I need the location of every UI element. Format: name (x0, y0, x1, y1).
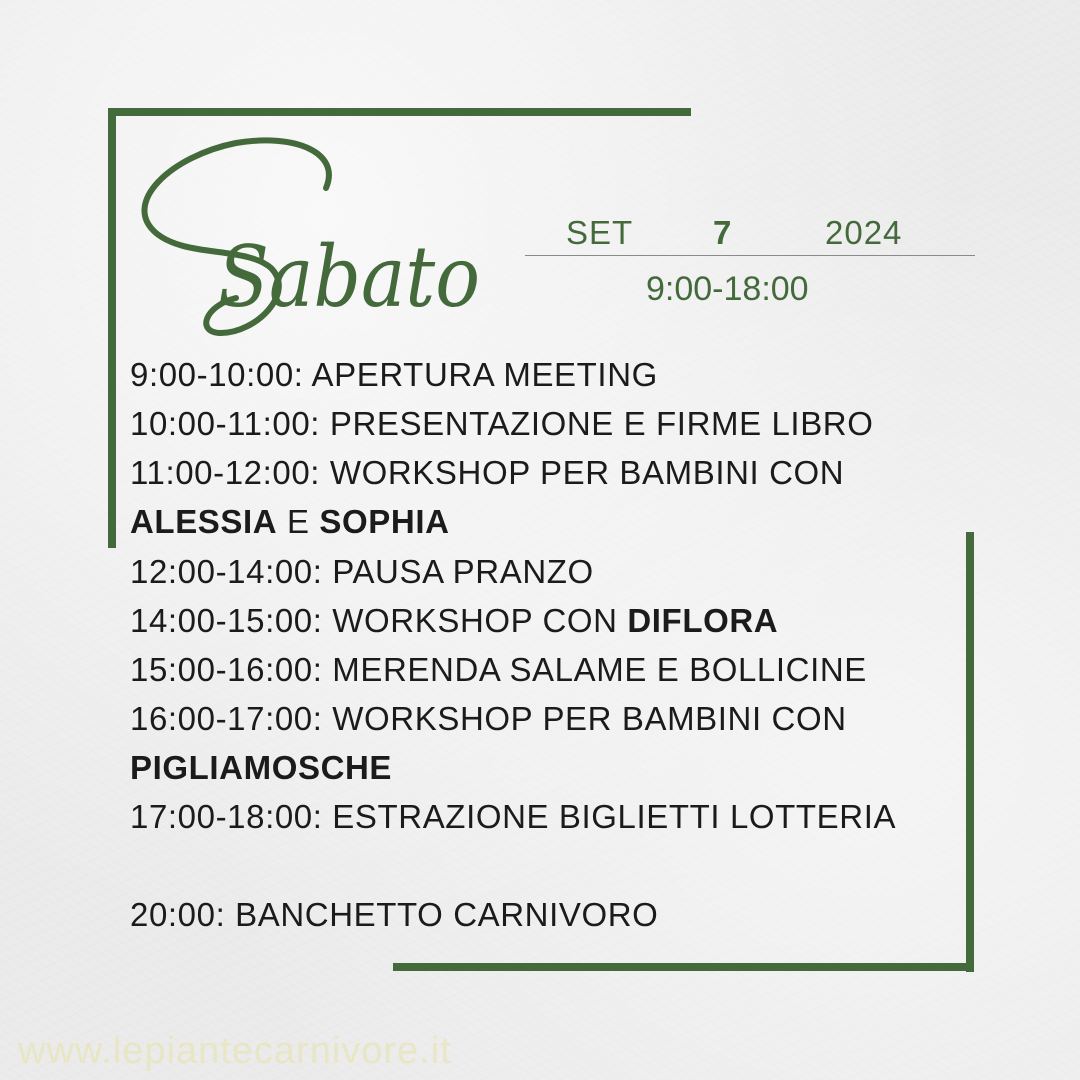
date-day: 7 (713, 214, 733, 251)
date-month: SET (566, 214, 634, 251)
guest-name: ALESSIA (130, 503, 278, 540)
schedule-item-names (130, 749, 392, 787)
conjunction: E (287, 503, 310, 540)
schedule-item: 12:00-14:00: PAUSA PRANZO (130, 553, 594, 590)
date-year: 2024 (825, 214, 903, 251)
schedule-item: 20:00: BANCHETTO CARNIVORO (130, 896, 659, 933)
schedule-item-names (130, 503, 450, 541)
schedule-item: 9:00-10:00: APERTURA MEETING (130, 356, 658, 393)
title-text: Sabato (218, 228, 480, 326)
schedule-item: 16:00-17:00: WORKSHOP PER BAMBINI CON (130, 700, 847, 737)
frame-left-border (108, 108, 116, 548)
guest-name: SOPHIA (319, 503, 450, 540)
footer-website-url: www.lepiantecarnivore.it (18, 1030, 452, 1072)
frame-right-border (966, 532, 974, 972)
schedule-text: 14:00-15:00: WORKSHOP CON (130, 602, 618, 639)
date-divider (525, 255, 975, 256)
schedule-item: 10:00-11:00: PRESENTAZIONE E FIRME LIBRO (130, 405, 874, 442)
schedule-item: 17:00-18:00: ESTRAZIONE BIGLIETTI LOTTERIA (130, 798, 897, 835)
title-script (126, 128, 496, 348)
guest-name: PIGLIAMOSCHE (130, 749, 393, 786)
schedule-item: 11:00-12:00: WORKSHOP PER BAMBINI CON (130, 454, 845, 491)
frame-top-border (108, 108, 691, 116)
date-hours: 9:00-18:00 (646, 270, 809, 308)
frame-bottom-border (393, 963, 974, 971)
schedule-item (130, 602, 778, 640)
schedule-item: 15:00-16:00: MERENDA SALAME E BOLLICINE (130, 651, 867, 688)
guest-name: DIFLORA (627, 602, 779, 639)
